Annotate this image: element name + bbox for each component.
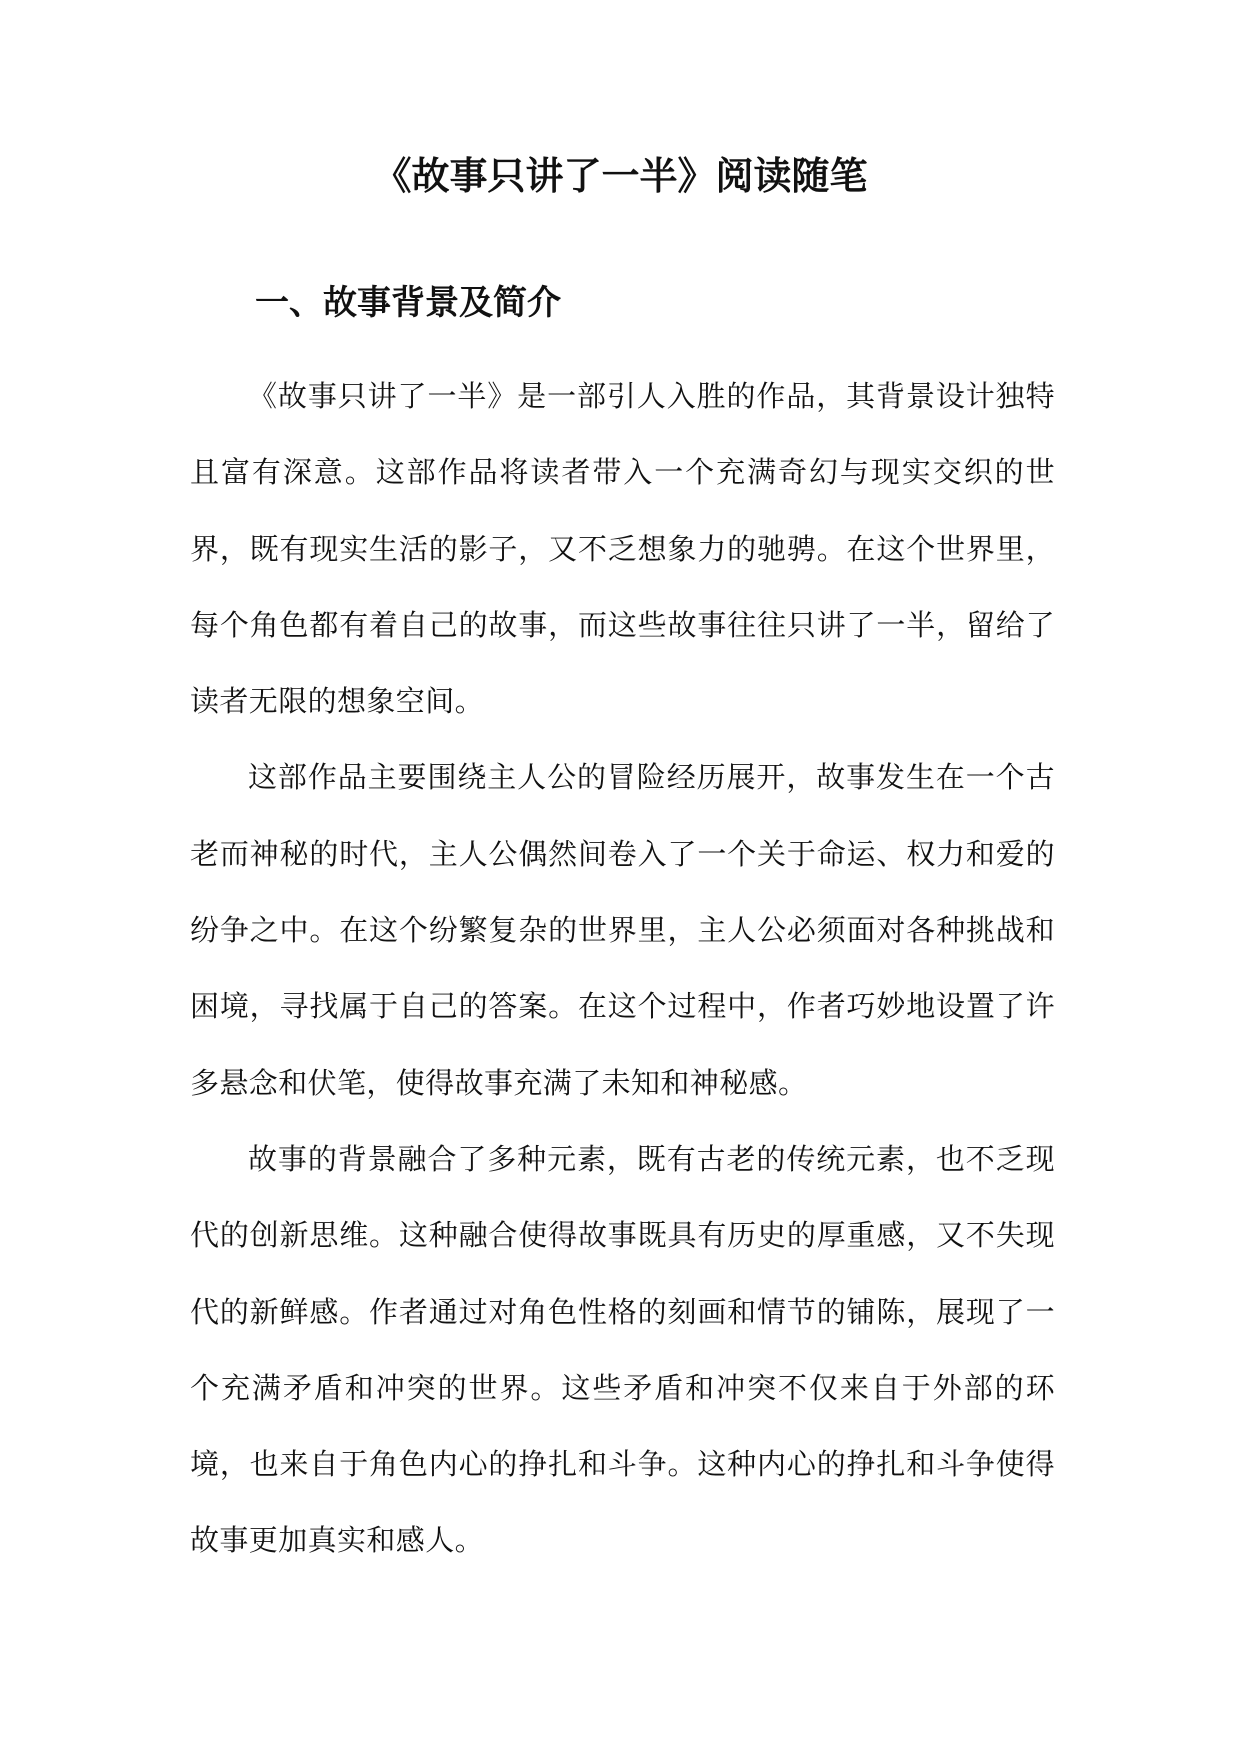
paragraph-1: 《故事只讲了一半》是一部引人入胜的作品，其背景设计独特且富有深意。这部作品将读者带入一个充满奇幻与现实交织的世界，既有现实生活的影子，又不乏想象力的驰骋。在这个世界里，每个角色都有着自己的故事，而这些故事往往只讲了一半，留给了读者无限的想象空间。 <box>190 379 1055 719</box>
section-heading: 一、故事背景及简介 <box>255 283 561 323</box>
section-body <box>190 358 1055 1579</box>
paragraph-3: 故事的背景融合了多种元素，既有古老的传统元素，也不乏现代的创新思维。这种融合使得故事既具有历史的厚重感，又不失现代的新鲜感。作者通过对角色性格的刻画和情节的铺陈，展现了一个充满矛盾和冲突的世界。这些矛盾和冲突不仅来自于外部的环境，也来自于角色内心的挣扎和斗争。这种内心的挣扎和斗争使得故事更加真实和感人。 <box>190 1141 1055 1558</box>
paragraph-2: 这部作品主要围绕主人公的冒险经历展开，故事发生在一个古老而神秘的时代，主人公偶然间卷入了一个关于命运、权力和爱的纷争之中。在这个纷繁复杂的世界里，主人公必须面对各种挑战和困境，寻找属于自己的答案。在这个过程中，作者巧妙地设置了许多悬念和伏笔，使得故事充满了未知和神秘感。 <box>190 760 1055 1100</box>
document-title: 《故事只讲了一半》阅读随笔 <box>373 153 868 198</box>
